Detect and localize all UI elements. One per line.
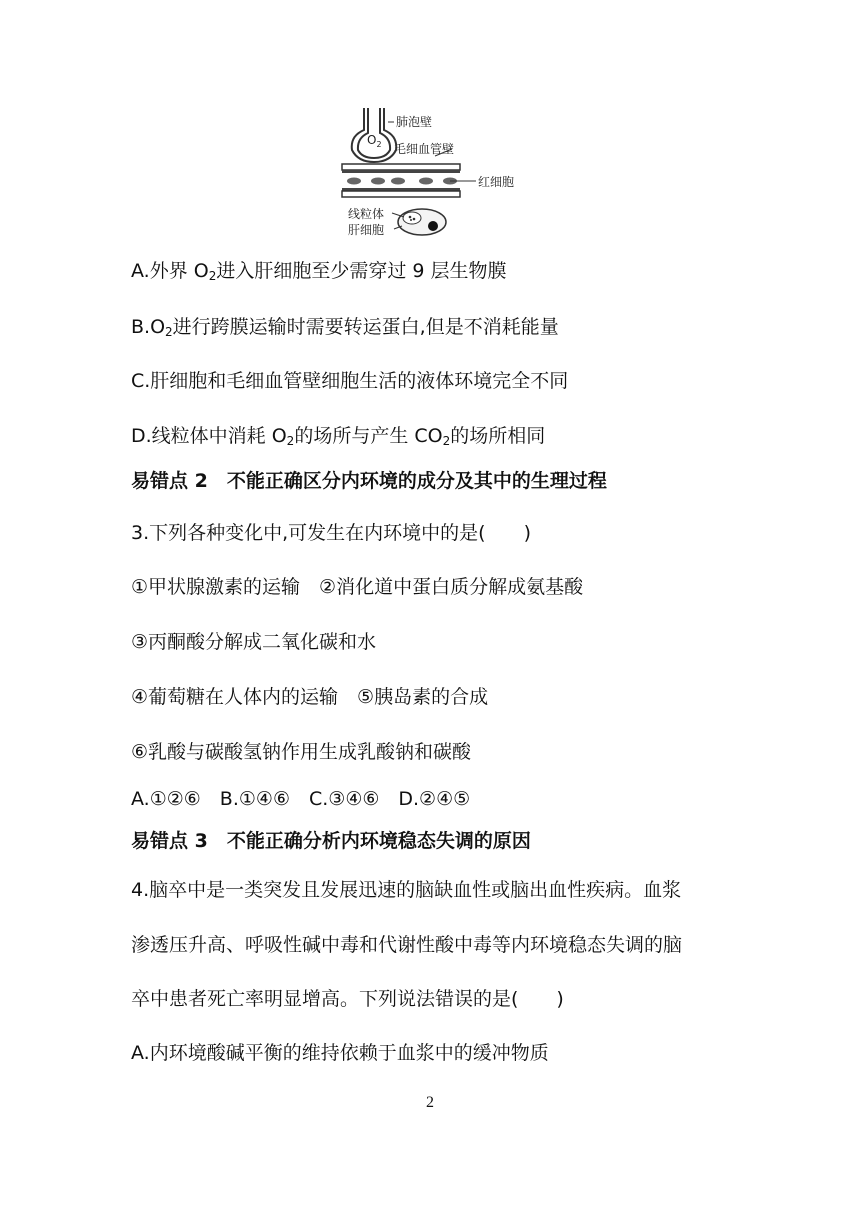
q3-options: A.①②⑥ B.①④⑥ C.③④⑥ D.②④⑤ xyxy=(131,788,471,810)
page-number: 2 xyxy=(426,1094,434,1111)
q4-stem-line-2: 渗透压升高、呼吸性碱中毒和代谢性酸中毒等内环境稳态失调的脑 xyxy=(131,934,683,956)
q2-option-c: C.肝细胞和毛细血管壁细胞生活的液体环境完全不同 xyxy=(131,370,569,392)
label-liver-cell: 肝细胞 xyxy=(348,223,385,237)
oxygen-pathway-diagram xyxy=(330,100,560,240)
q4-option-a: A.内环境酸碱平衡的维持依赖于血浆中的缓冲物质 xyxy=(131,1042,549,1064)
section-heading-3: 易错点 3 不能正确分析内环境稳态失调的原因 xyxy=(131,830,531,852)
q2-option-b: $B.O_2$进行跨膜运输时需要转运蛋白,但是不消耗能量 xyxy=(131,316,559,339)
q4-stem-line-1: 4.脑卒中是一类突发且发展迅速的脑缺血性或脑出血性疾病。血浆 xyxy=(131,879,682,901)
label-alveolus-wall: 肺泡壁 xyxy=(396,115,433,129)
q3-items-3: ④葡萄糖在人体内的运输 ⑤胰岛素的合成 xyxy=(131,686,489,708)
liver-cell xyxy=(398,209,446,235)
label-mitochondria: 线粒体 xyxy=(348,207,385,221)
red-cells xyxy=(347,178,457,185)
label-red-cell: 红细胞 xyxy=(478,175,515,189)
section-heading-2: 易错点 2 不能正确区分内环境的成分及其中的生理过程 xyxy=(131,470,607,492)
label-capillary-wall: 毛细血管壁 xyxy=(394,142,455,156)
q3-items-4: ⑥乳酸与碳酸氢钠作用生成乳酸钠和碳酸 xyxy=(131,741,472,763)
q3-items-2: ③丙酮酸分解成二氧化碳和水 xyxy=(131,631,377,653)
q3-items-1: ①甲状腺激素的运输 ②消化道中蛋白质分解成氨基酸 xyxy=(131,576,584,598)
q2-option-a: A.外界 $O_2$进入肝细胞至少需穿过 9 层生物膜 xyxy=(131,260,507,283)
q2-option-d: D.线粒体中消耗 $O_2$的场所与产生 $CO_2$的场所相同 xyxy=(131,425,546,448)
q3-stem: 3.下列各种变化中,可发生在内环境中的是( ) xyxy=(131,522,531,544)
o2-label: $O_2$ xyxy=(367,133,382,149)
q4-stem-line-3: 卒中患者死亡率明显增高。下列说法错误的是( ) xyxy=(131,988,564,1010)
